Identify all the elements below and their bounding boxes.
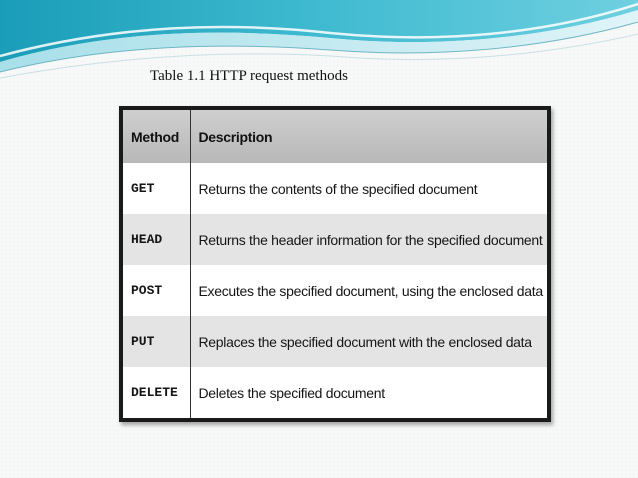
- method-cell: PUT: [123, 316, 190, 367]
- http-methods-table: [123, 110, 547, 418]
- table-caption: Table 1.1 HTTP request methods: [150, 68, 348, 84]
- table-header-row: [123, 110, 547, 163]
- description-cell: Executes the specified document, using the enclosed data: [190, 265, 547, 316]
- description-cell: Returns the contents of the specified document: [190, 163, 547, 214]
- description-cell: Deletes the specified document: [190, 367, 547, 418]
- column-header-method: Method: [123, 110, 190, 163]
- table-row-post: [123, 265, 547, 316]
- table-row-head: [123, 214, 547, 265]
- method-cell: DELETE: [123, 367, 190, 418]
- table-row-get: [123, 163, 547, 214]
- description-cell: Replaces the specified document with the enclosed data: [190, 316, 547, 367]
- method-cell: HEAD: [123, 214, 190, 265]
- table-row-delete: [123, 367, 547, 418]
- table-frame: [119, 106, 551, 422]
- method-cell: POST: [123, 265, 190, 316]
- table-row-put: [123, 316, 547, 367]
- column-header-description: Description: [190, 110, 547, 163]
- description-cell: Returns the header information for the specified document: [190, 214, 547, 265]
- method-cell: GET: [123, 163, 190, 214]
